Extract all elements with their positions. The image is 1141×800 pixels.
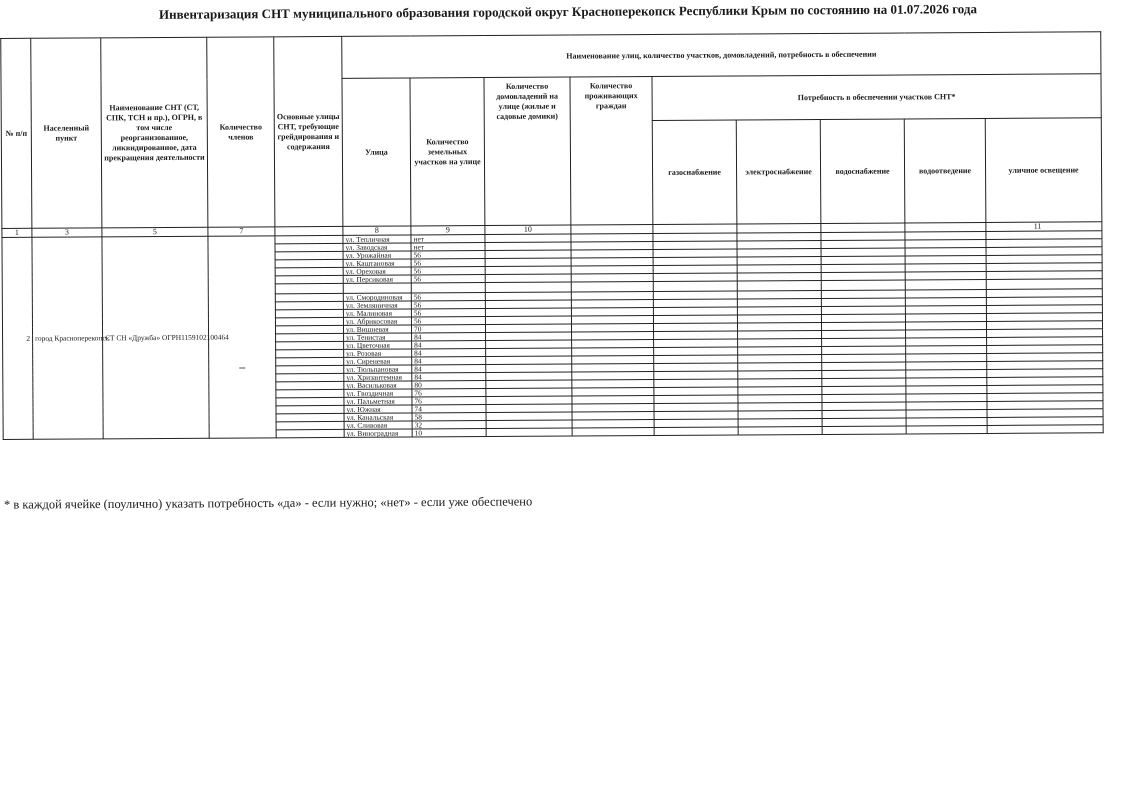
col-number: 5 <box>102 227 208 237</box>
cell-street-name: ул. Земляничная <box>343 301 411 309</box>
cell-need-sewage <box>905 279 986 289</box>
col-header-residents: Количество проживающих граждан <box>570 77 653 225</box>
cell-plots: 84 <box>412 341 486 349</box>
cell-need-water <box>822 426 906 435</box>
cell-plots: 56 <box>411 259 485 267</box>
cell-plots: 56 <box>411 309 485 317</box>
cell-street-name: ул. Абрикосовая <box>343 317 411 325</box>
col-number: 3 <box>32 228 102 237</box>
cell-street-name: ул. Хризантемная <box>344 373 412 381</box>
cell-plots: 56 <box>411 317 485 325</box>
document-title: Инвентаризация СНТ муниципального образования городской округ Красноперекопск Республики Крым по состоянию на 01.07.2026 года <box>158 1 978 22</box>
cell-need-sewage <box>906 425 987 433</box>
cell-plots: нет <box>411 235 485 243</box>
cell-street-name: ул. Малиновая <box>343 309 411 317</box>
col-header-main-streets: Основные улицы СНТ, требующие грейдирования и содержания <box>274 36 343 226</box>
cell-need-water <box>821 280 905 291</box>
col-header-gas: газоснабжение <box>652 120 737 225</box>
cell-plots: 76 <box>412 389 486 397</box>
cell-plots: 56 <box>411 301 485 309</box>
empty-dash-mark <box>239 367 245 368</box>
cell-plots: 76 <box>412 397 486 405</box>
cell-street-name: ул. Каштановая <box>343 259 411 267</box>
cell-street-name: ул. Персиковая <box>343 275 411 283</box>
col-header-plots: Количество земельных участков на улице <box>410 78 485 226</box>
cell-need-lighting <box>986 279 1102 290</box>
cell-row-number: 2 <box>2 237 33 439</box>
col-header-snt-name: Наименование СНТ (СТ, СПК, ТСН и пр.), ОГРН, в том числе реорганизованное, ликвидированное, дата прекращения деятельности <box>101 37 208 228</box>
col-number: 1 <box>2 228 32 237</box>
cell-street-name: ул. Смородиновая <box>343 293 411 301</box>
cell-plots: 56 <box>411 293 485 301</box>
col-number: 10 <box>485 225 571 235</box>
cell-street-name: ул. Ореховая <box>343 267 411 275</box>
cell-street-name: ул. Вишневая <box>343 325 411 333</box>
cell-street-name: ул. Розовая <box>344 349 412 357</box>
cell-houses <box>486 428 572 437</box>
cell-plots <box>411 283 485 293</box>
cell-plots: нет <box>411 243 485 251</box>
cell-plots: 84 <box>412 357 486 365</box>
cell-houses <box>485 282 571 293</box>
cell-street-name: ул. Гвоздичная <box>344 389 412 397</box>
col-header-locality: Населенный пункт <box>31 38 102 228</box>
cell-plots: 32 <box>412 421 486 429</box>
col-number: 11 <box>986 222 1102 232</box>
cell-plots: 74 <box>412 405 486 413</box>
col-number: 8 <box>343 226 411 235</box>
cell-street-name: ул. Тепличная <box>343 235 411 243</box>
cell-street-name: ул. Тюльпановая <box>344 365 412 373</box>
cell-plots: 10 <box>412 429 486 437</box>
cell-street-name: ул. Сиреневая <box>344 357 412 365</box>
col-number: 7 <box>208 227 275 236</box>
inventory-table <box>0 31 1103 440</box>
col-header-electricity: электроснабжение <box>736 119 821 224</box>
cell-snt-name: СТ СН «Дружба» ОГРН1159102100464 <box>102 236 209 439</box>
cell-plots: 84 <box>412 365 486 373</box>
cell-residents <box>571 282 653 293</box>
cell-street-name: ул. Южная <box>344 405 412 413</box>
col-header-sewage: водоотведение <box>904 118 986 222</box>
col-number <box>571 225 653 235</box>
cell-street-name: ул. Тенистая <box>344 333 412 341</box>
cell-street-name: ул. Виноградная <box>344 429 412 437</box>
cell-plots: 84 <box>412 333 486 341</box>
cell-plots: 56 <box>411 267 485 275</box>
cell-need-gas <box>654 427 738 436</box>
col-header-street: Улица <box>342 78 411 226</box>
cell-main-street <box>276 429 344 437</box>
cell-street-name: ул. Васильковая <box>344 381 412 389</box>
cell-plots: 84 <box>412 349 486 357</box>
col-header-lighting: уличное освещение <box>985 118 1102 223</box>
cell-need-electricity <box>737 280 821 291</box>
col-header-water: водоснабжение <box>820 119 905 224</box>
cell-street-name: ул. Цветочная <box>344 341 412 349</box>
footnote: * в каждой ячейке (поулично) указать потребность «да» - если нужно; «нет» - если уже обеспечено <box>3 494 533 512</box>
cell-street-name: ул. Урожайная <box>343 251 411 259</box>
cell-plots: 56 <box>411 251 485 259</box>
cell-need-electricity <box>738 426 822 435</box>
cell-street-name: ул. Сливовая <box>344 421 412 429</box>
cell-plots: 58 <box>412 413 486 421</box>
cell-need-lighting <box>987 425 1103 434</box>
cell-street-name: ул. Заводская <box>343 243 411 251</box>
col-number <box>905 222 986 231</box>
col-header-members: Количество членов <box>207 37 275 227</box>
cell-street-name: ул. Пальметная <box>344 397 412 405</box>
cell-street-name: ул. Канальская <box>344 413 412 421</box>
group-header-streets: Наименование улиц, количество участков, домовладений, потребность в обеспечении <box>342 32 1101 79</box>
col-number: 9 <box>411 226 485 235</box>
cell-need-gas <box>653 281 737 292</box>
cell-plots: 70 <box>411 325 485 333</box>
cell-plots: 56 <box>411 275 485 283</box>
cell-residents <box>572 428 654 437</box>
cell-locality: город Красноперекопск <box>32 237 103 439</box>
cell-plots: 80 <box>412 381 486 389</box>
col-number <box>275 226 343 235</box>
cell-main-street <box>275 283 343 293</box>
col-header-houses: Количество домовладений на улице (жилые и садовые домики) <box>484 77 571 226</box>
col-header-num: № п/п <box>1 38 32 228</box>
cell-plots: 84 <box>412 373 486 381</box>
group-header-needs: Потребность в обеспечении участков СНТ* <box>652 74 1101 121</box>
